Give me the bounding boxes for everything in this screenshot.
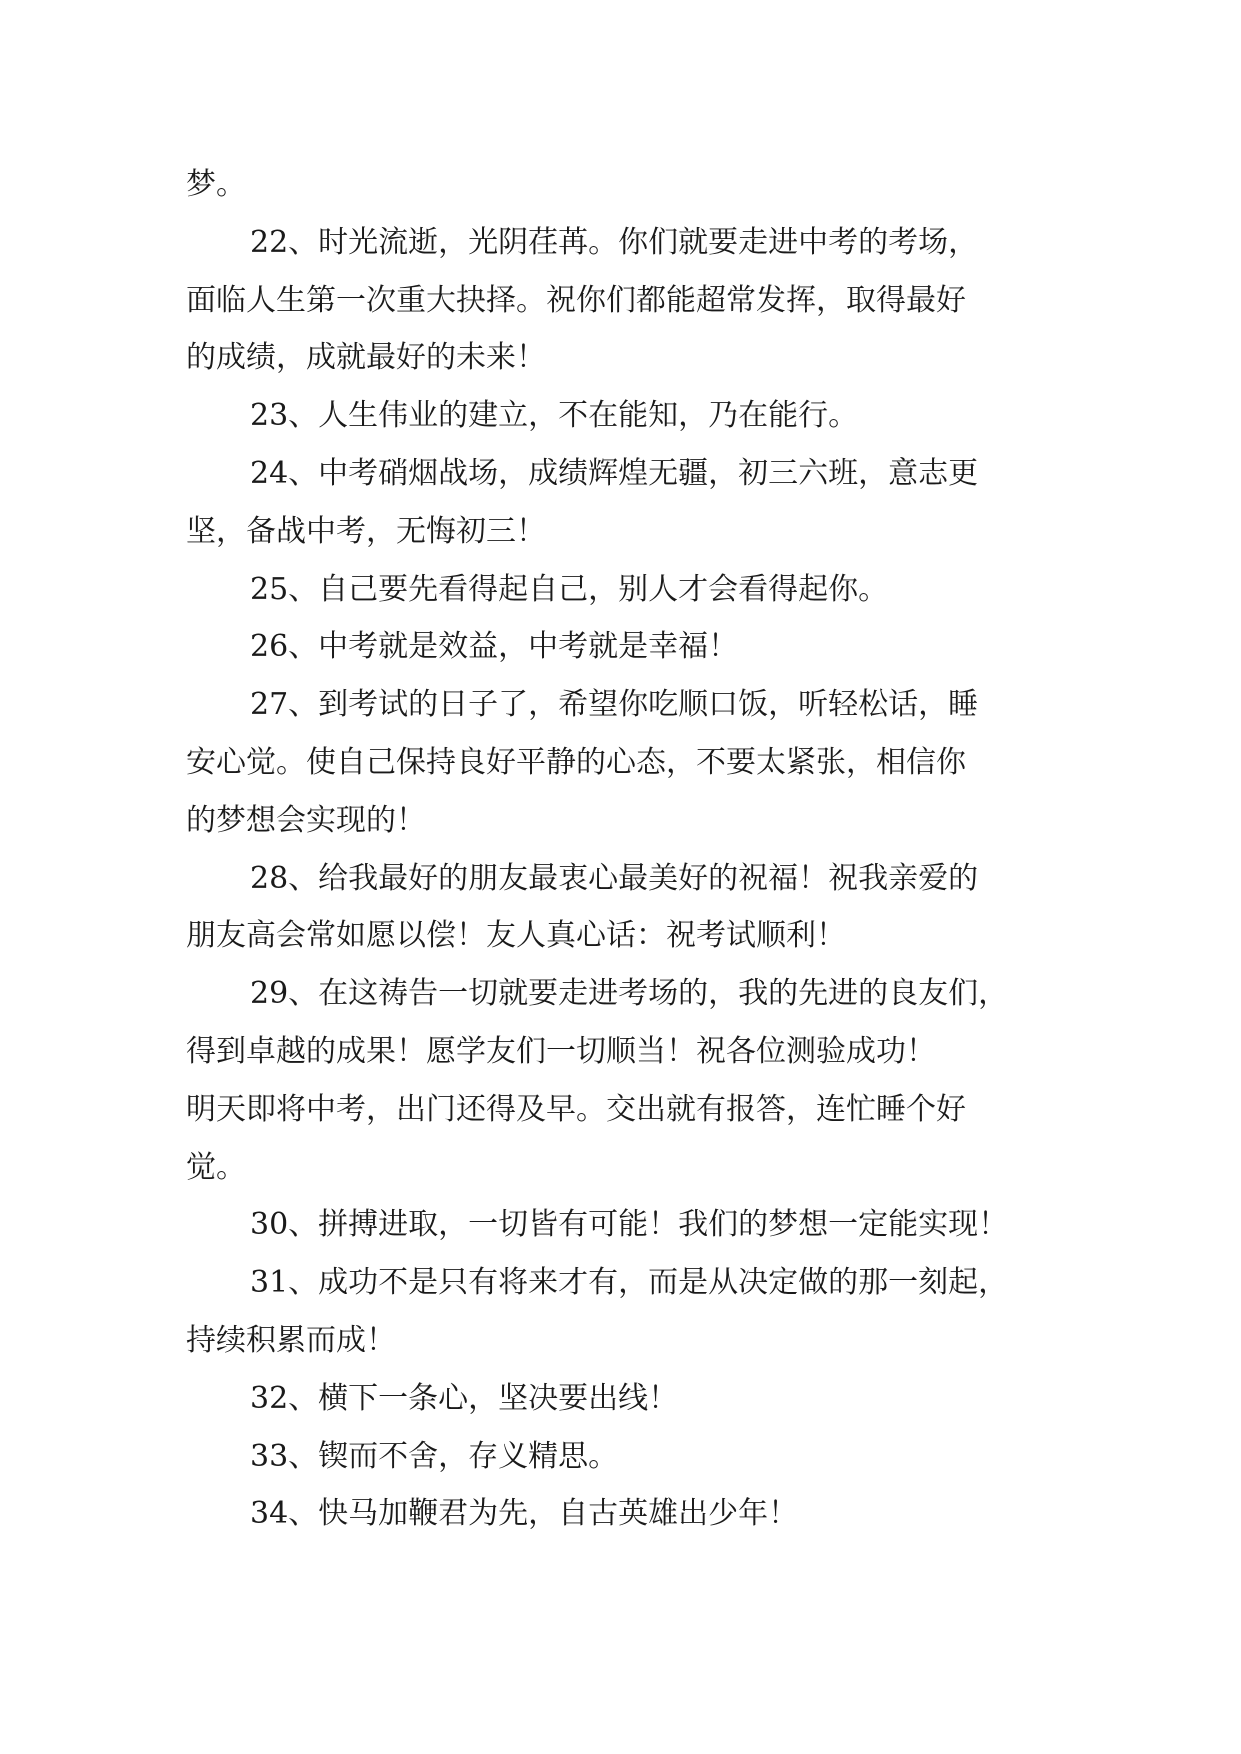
- document-body: [186, 156, 1060, 1543]
- text-line: 得到卓越的成果！愿学友们一切顺当！祝各位测验成功！: [186, 1033, 936, 1069]
- text-line: 27、到考试的日子了，希望你吃顺口饭，听轻松话，睡: [250, 687, 979, 723]
- text-line: 26、中考就是效益，中考就是幸福！: [250, 629, 739, 665]
- text-line: 坚，备战中考，无悔初三！: [186, 513, 546, 549]
- text-line: 30、拼搏进取，一切皆有可能！我们的梦想一定能实现！: [250, 1207, 1009, 1243]
- text-line: 的成绩，成就最好的未来！: [186, 340, 546, 376]
- text-line: 29、在这祷告一切就要走进考场的，我的先进的良友们，: [250, 976, 1009, 1012]
- text-line: 的梦想会实现的！: [186, 802, 426, 838]
- text-line: 31、成功不是只有将来才有，而是从决定做的那一刻起，: [250, 1265, 1009, 1301]
- text-line: 28、给我最好的朋友最衷心最美好的祝福！祝我亲爱的: [250, 860, 979, 896]
- text-line: 24、中考硝烟战场，成绩辉煌无疆，初三六班，意志更: [250, 455, 979, 491]
- text-line: 33、锲而不舍，存义精思。: [250, 1438, 619, 1474]
- text-line: 明天即将中考，出门还得及早。交出就有报答，连忙睡个好: [186, 1091, 966, 1127]
- text-line: 25、自己要先看得起自己，别人才会看得起你。: [250, 571, 889, 607]
- text-line: 23、人生伟业的建立，不在能知，乃在能行。: [250, 398, 859, 434]
- text-line: 觉。: [186, 1149, 246, 1185]
- text-line: 32、横下一条心，坚决要出线！: [250, 1380, 679, 1416]
- text-line: 22、时光流逝，光阴荏苒。你们就要走进中考的考场，: [250, 224, 979, 260]
- text-line: 安心觉。使自己保持良好平静的心态，不要太紧张，相信你: [186, 744, 966, 780]
- text-line: 34、快马加鞭君为先，自古英雄出少年！: [250, 1496, 799, 1532]
- text-line: 朋友高会常如愿以偿！友人真心话：祝考试顺利！: [186, 918, 846, 954]
- text-line: 持续积累而成！: [186, 1322, 396, 1358]
- text-line: 梦。: [186, 167, 246, 202]
- text-line: 面临人生第一次重大抉择。祝你们都能超常发挥，取得最好: [186, 282, 966, 318]
